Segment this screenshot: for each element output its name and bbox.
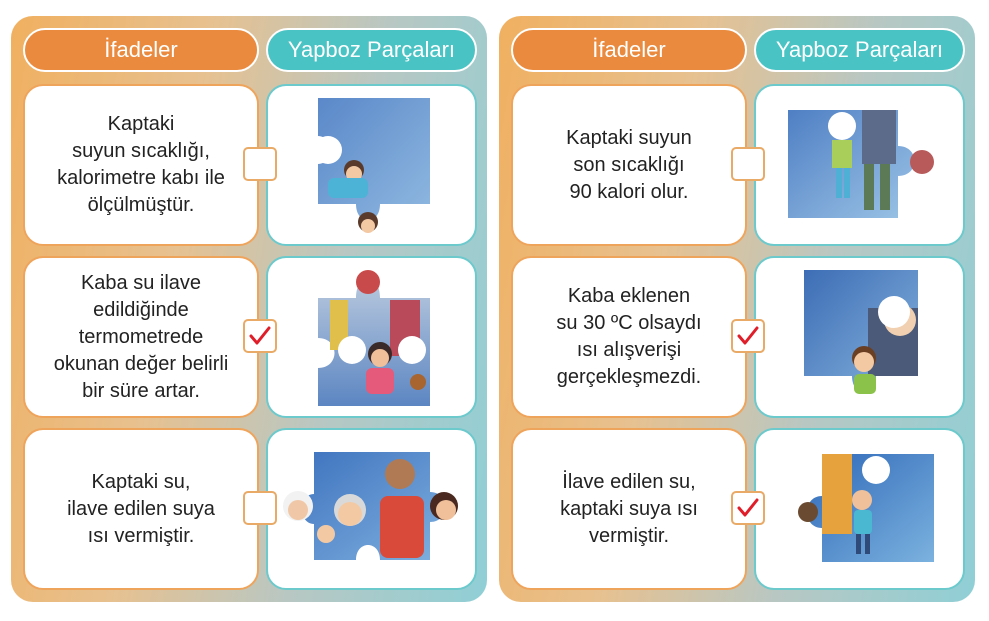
family-puzzle-piece-icon [268,86,477,246]
statement-row [499,256,975,418]
check-mark-icon [736,324,760,348]
header-statements: İfadeler [23,28,259,72]
activity-panel-right [499,16,975,602]
puzzle-piece-box [266,256,477,418]
puzzle-piece-box [754,428,965,590]
statement-text: Kaba eklenen su 30 ºC olsaydı ısı alışverişi gerçekleşmezdi. [511,256,747,418]
check-mark-icon [736,496,760,520]
family-puzzle-piece-icon [756,258,965,418]
statement-row [499,428,975,590]
answer-checkbox[interactable] [243,491,277,525]
statement-row [499,84,975,246]
statement-row [11,428,487,590]
statement-text: Kaptaki suyun son sıcaklığı 90 kalori olur. [511,84,747,246]
family-puzzle-piece-icon [268,430,477,590]
statement-text: Kaba su ilave edildiğinde termometrede okunan değer belirli bir süre artar. [23,256,259,418]
answer-checkbox[interactable] [731,147,765,181]
header-puzzle-pieces: Yapboz Parçaları [754,28,965,72]
statement-text: Kaptaki su, ilave edilen suya ısı vermiştir. [23,428,259,590]
statement-text: İlave edilen su, kaptaki suya ısı vermiştir. [511,428,747,590]
header-puzzle-pieces: Yapboz Parçaları [266,28,477,72]
family-puzzle-piece-icon [756,86,965,246]
activity-panel-left [11,16,487,602]
family-puzzle-piece-icon [756,430,965,590]
puzzle-piece-box [266,428,477,590]
check-mark-icon [248,324,272,348]
header-statements: İfadeler [511,28,747,72]
statement-row [11,84,487,246]
answer-checkbox[interactable] [731,319,765,353]
statement-row [11,256,487,418]
puzzle-piece-box [754,84,965,246]
answer-checkbox[interactable] [243,319,277,353]
answer-checkbox[interactable] [243,147,277,181]
answer-checkbox[interactable] [731,491,765,525]
statement-text: Kaptaki suyun sıcaklığı, kalorimetre kabı ile ölçülmüştür. [23,84,259,246]
puzzle-piece-box [754,256,965,418]
puzzle-piece-box [266,84,477,246]
family-puzzle-piece-icon [268,258,477,418]
